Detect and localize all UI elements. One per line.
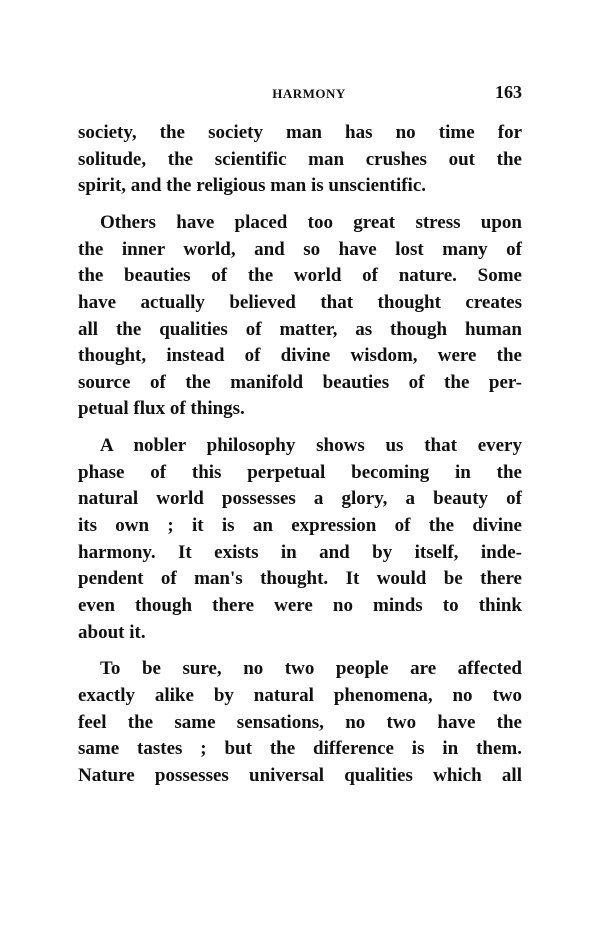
text-line: its own ; it is an expression of the divine: [78, 515, 522, 536]
text-line: pendent of man's thought. It would be there: [78, 568, 522, 589]
page-number: 163: [495, 82, 522, 102]
text-line: phase of this perpetual becoming in the: [78, 462, 522, 483]
text-line: solitude, the scientific man crushes out the: [78, 149, 522, 170]
text-line: society, the society man has no time for: [78, 122, 522, 143]
text-line: natural world possesses a glory, a beauty of: [78, 488, 522, 509]
text-line: source of the manifold beauties of the per-: [78, 372, 522, 393]
text-line: feel the same sensations, no two have the: [78, 712, 522, 733]
text-line: thought, instead of divine wisdom, were the: [78, 345, 522, 366]
text-line: Nature possesses universal qualities which all: [78, 765, 522, 786]
text-line: exactly alike by natural phenomena, no two: [78, 685, 522, 706]
text-line: about it.: [78, 622, 146, 643]
text-line: harmony. It exists in and by itself, inde-: [78, 542, 522, 563]
text-line: Others have placed too great stress upon: [100, 212, 522, 233]
chapter-title: HARMONY: [272, 86, 346, 101]
running-head: [78, 84, 522, 104]
text-line: the beauties of the world of nature. Some: [78, 265, 522, 286]
text-line: same tastes ; but the difference is in them.: [78, 738, 522, 759]
text-line: have actually believed that thought creates: [78, 292, 522, 313]
text-line: petual flux of things.: [78, 398, 245, 419]
text-line: even though there were no minds to think: [78, 595, 522, 616]
text-line: spirit, and the religious man is unscientific.: [78, 175, 427, 196]
text-line: A nobler philosophy shows us that every: [100, 435, 522, 456]
text-line: all the qualities of matter, as though human: [78, 319, 522, 340]
text-line: To be sure, no two people are affected: [100, 658, 522, 679]
text-line: the inner world, and so have lost many of: [78, 239, 522, 260]
